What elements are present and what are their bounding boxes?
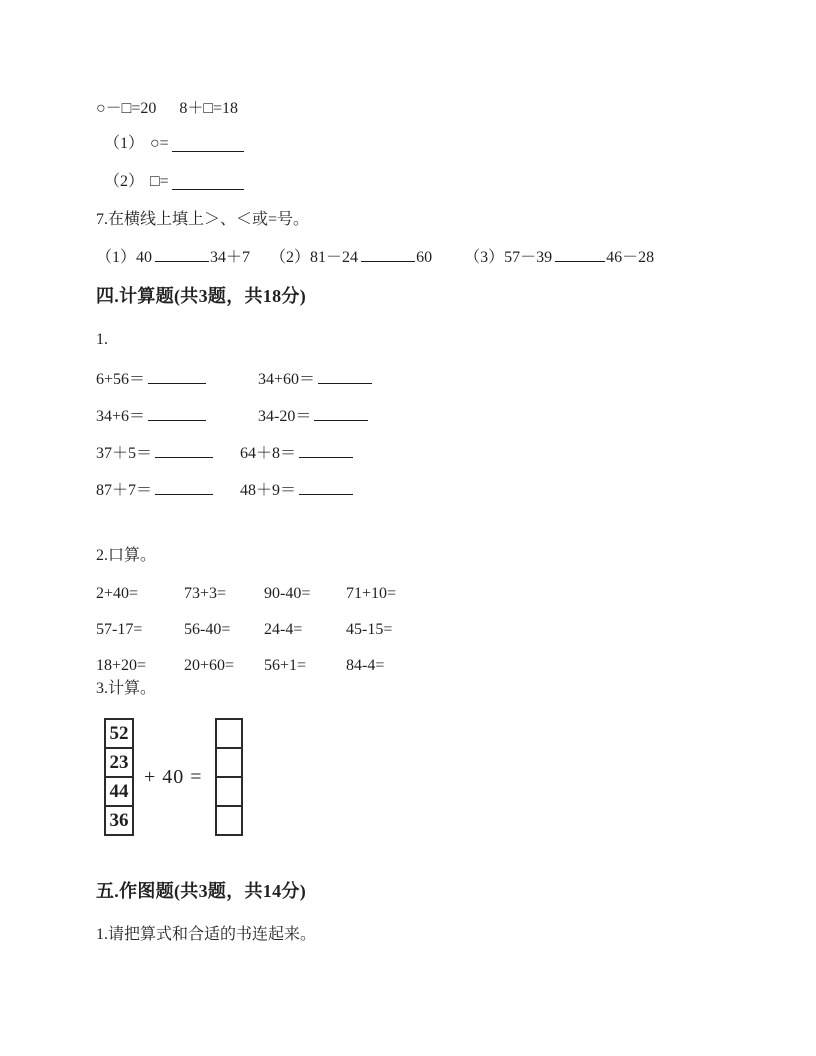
equation-eight-square: 8＋□=18 [179, 100, 239, 117]
calc-expression: 34-20＝ [258, 408, 312, 425]
answer-blank [148, 404, 206, 421]
item-label: （2） [270, 249, 311, 266]
result-cell [216, 806, 242, 835]
calc-item [240, 441, 353, 464]
equation-circle-square: ○－□=20 [96, 100, 157, 117]
addend-cell: 52 [105, 719, 133, 748]
oral-item: 90-40= [264, 585, 311, 602]
calc-item [258, 404, 368, 427]
answer-blank [172, 135, 244, 152]
answer-blank [155, 245, 209, 262]
compare-item [96, 245, 250, 268]
item-label: （3） [464, 249, 505, 266]
oral-item: 24-4= [264, 621, 303, 638]
compare-left: 40 [136, 249, 153, 266]
oral-item: 73+3= [184, 585, 227, 602]
calc-expression: 6+56＝ [96, 371, 146, 388]
compare-left: 57－39 [504, 249, 553, 266]
compare-item [270, 245, 432, 268]
q2-row [96, 584, 426, 604]
answer-blank [318, 367, 372, 384]
section5-q1-title: 1.请把算式和合适的书连起来。 [96, 926, 317, 943]
oral-item: 18+20= [96, 657, 147, 674]
oral-item: 20+60= [184, 657, 235, 674]
calc-item [240, 478, 353, 501]
problem6-answer-2 [104, 172, 244, 192]
q2-row [96, 656, 426, 676]
answer-blank [299, 478, 353, 495]
q3-figure [104, 718, 243, 836]
problem6-equations [96, 99, 238, 119]
answer-lhs: ○= [150, 135, 169, 152]
result-cell [216, 748, 242, 777]
result-cell [216, 777, 242, 806]
calc-expression: 87＋7＝ [96, 482, 153, 499]
q2-row [96, 620, 426, 640]
calc-expression: 34+6＝ [96, 408, 146, 425]
q1-row [96, 441, 616, 463]
compare-item [464, 245, 654, 268]
section4-heading: 四.计算题(共3题，共18分) [96, 286, 306, 306]
calc-item [96, 478, 213, 501]
q1-number: 1. [96, 331, 108, 348]
calc-item [96, 367, 206, 390]
q1-row [96, 478, 616, 500]
oral-item: 71+10= [346, 585, 397, 602]
item-label: （1） [96, 249, 137, 266]
section5-heading: 五.作图题(共3题，共14分) [96, 881, 306, 901]
answer-lhs: □= [150, 173, 169, 190]
answer-blank [155, 441, 213, 458]
answer-blank [314, 404, 368, 421]
operator-text: + 40 = [144, 765, 203, 788]
calc-expression: 37＋5＝ [96, 445, 153, 462]
answer-blank [555, 245, 605, 262]
answer-blank [155, 478, 213, 495]
calc-expression: 48＋9＝ [240, 482, 297, 499]
answer-blank [148, 367, 206, 384]
oral-item: 45-15= [346, 621, 393, 638]
compare-right: 46－28 [606, 249, 655, 266]
calc-item [96, 404, 206, 427]
calc-expression: 64＋8＝ [240, 445, 297, 462]
compare-left: 81－24 [310, 249, 359, 266]
addend-table [104, 718, 134, 836]
calc-expression: 34+60＝ [258, 371, 316, 388]
item-label: （2） [104, 173, 145, 190]
addend-cell: 36 [105, 806, 133, 835]
problem6-answer-1 [104, 134, 244, 154]
q2-title: 2.口算。 [96, 547, 157, 564]
answer-blank [172, 173, 244, 190]
oral-item: 57-17= [96, 621, 143, 638]
oral-item: 84-4= [346, 657, 385, 674]
calc-item [96, 441, 213, 464]
compare-right: 60 [416, 249, 433, 266]
q1-row [96, 367, 616, 389]
q3-title: 3.计算。 [96, 680, 157, 697]
addend-cell: 23 [105, 748, 133, 777]
compare-right: 34＋7 [210, 249, 251, 266]
addend-cell: 44 [105, 777, 133, 806]
item-label: （1） [104, 135, 145, 152]
oral-item: 56+1= [264, 657, 307, 674]
q1-row [96, 404, 616, 426]
result-table [215, 718, 243, 836]
problem7-title: 7.在横线上填上＞、＜或=号。 [96, 211, 310, 228]
oral-item: 2+40= [96, 585, 139, 602]
answer-blank [361, 245, 415, 262]
calc-item [258, 367, 372, 390]
answer-blank [299, 441, 353, 458]
oral-item: 56-40= [184, 621, 231, 638]
result-cell [216, 719, 242, 748]
problem7-items [96, 245, 654, 268]
